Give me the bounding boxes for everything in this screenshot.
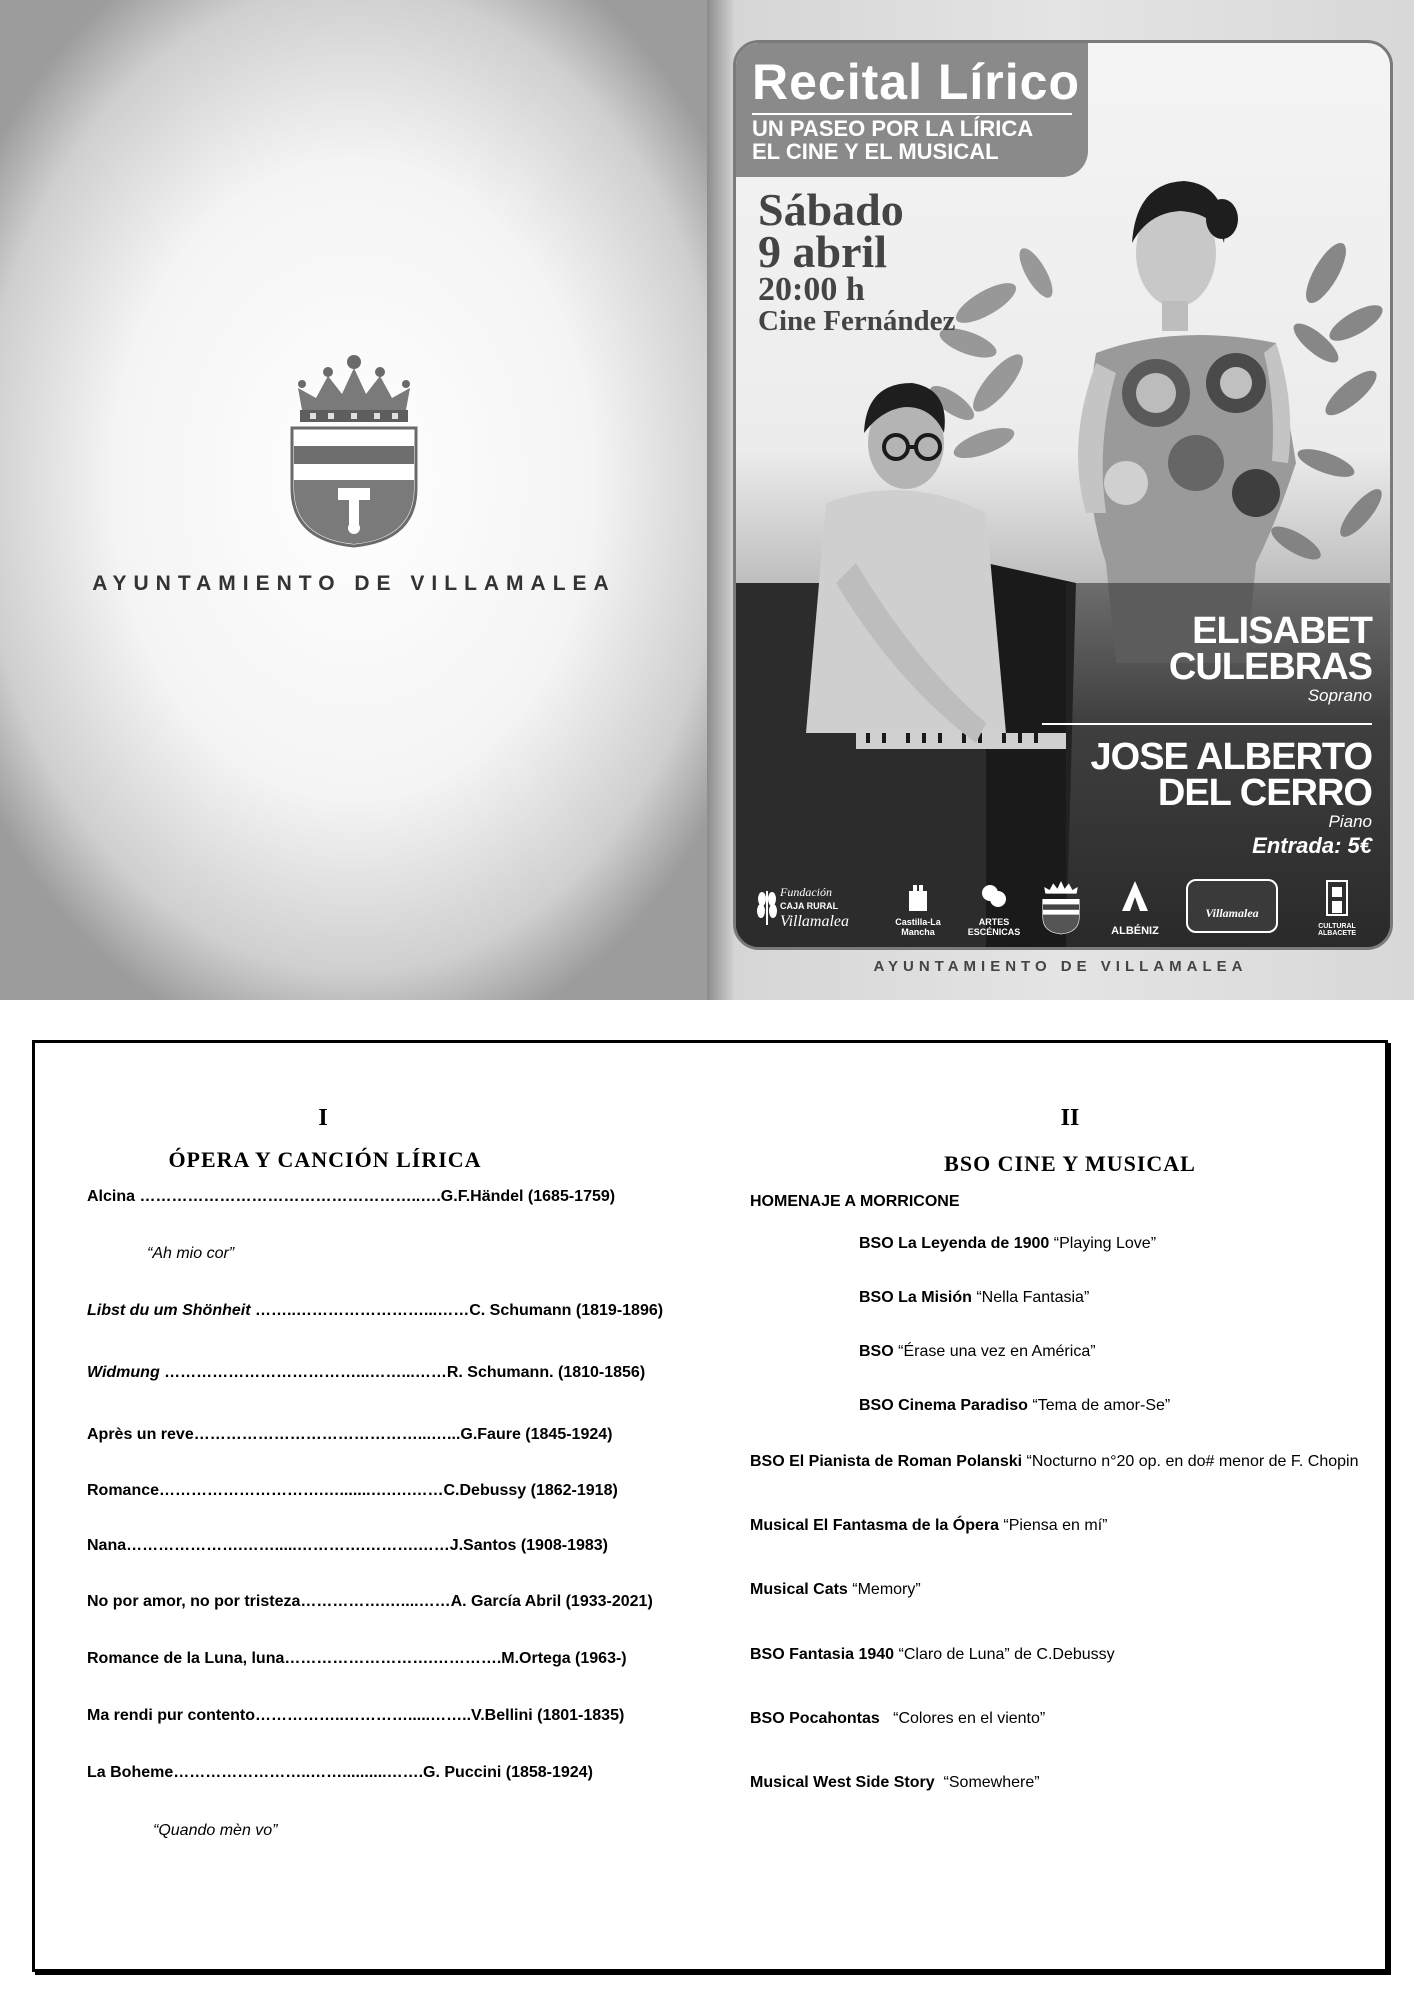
performer-piano (1012, 736, 1372, 831)
coat-of-arms-icon (288, 348, 420, 548)
composer: R. Schumann. (1810-1856) (446, 1364, 646, 1381)
part-one-title: ÓPERA Y CANCIÓN LÍRICA (168, 1147, 482, 1172)
song-title: “Colores en el viento” (879, 1710, 1046, 1727)
concert-program (32, 1040, 1388, 1972)
sponsor-label: ARTES ESCÉNICAS (967, 917, 1021, 937)
wheat-icon (752, 887, 782, 927)
song-title: “Tema de amor-Se” (1027, 1397, 1171, 1414)
sponsor-label: CULTURAL ALBACETE (1317, 923, 1357, 937)
song-title: “Nella Fantasia” (971, 1289, 1090, 1306)
program-item (750, 1646, 1115, 1664)
work-title: BSO El Pianista de Roman Polanski (750, 1453, 1023, 1470)
dot-leader: ……………..………….....…….. (255, 1707, 472, 1724)
program-item (87, 1650, 627, 1668)
sponsor-label: Villamalea (1205, 906, 1259, 920)
composer: G.Faure (1845-1924) (460, 1426, 613, 1443)
program-item (750, 1453, 1358, 1471)
sponsor-castilla-la-mancha-logo (878, 873, 958, 939)
subtitle-line-1: UN PASEO POR LA LÍRICA (752, 116, 1034, 141)
performer-last-name: CULEBRAS (1168, 646, 1372, 688)
albeniz-icon (1120, 879, 1150, 913)
composer: M.Ortega (1963-) (501, 1650, 627, 1667)
performers-list (1012, 610, 1372, 831)
council-name: AYUNTAMIENTO DE VILLAMALEA (92, 572, 616, 595)
work-title: Ma rendi pur contento (87, 1707, 255, 1724)
performer-soprano (1012, 610, 1372, 705)
song-title: “Nocturno n°20 op. en do# menor de F. Chopin (1022, 1453, 1359, 1470)
performer-role: Piano (1328, 812, 1372, 831)
castle-icon (907, 881, 929, 915)
performer-first-name: JOSE ALBERTO (1090, 736, 1372, 778)
program-item (87, 1302, 663, 1320)
song-title: “Piensa en mí” (998, 1517, 1108, 1534)
dot-leader: ……..……………………...…… (250, 1302, 470, 1319)
dot-leader: ………………….…….....………….……….…… (126, 1537, 450, 1554)
program-item (750, 1517, 1107, 1535)
program-item (859, 1235, 1156, 1253)
sponsor-line-3: Villamalea (780, 913, 850, 930)
performer-first-name: ELISABET (1192, 610, 1372, 652)
dot-leader: ……………………………………………..…. (135, 1188, 441, 1205)
dot-leader: …………….…....…… (300, 1593, 451, 1610)
sponsor-cultural-albacete-logo (1302, 873, 1372, 939)
program-item (750, 1710, 1045, 1728)
work-title: BSO Pocahontas (750, 1710, 880, 1727)
event-venue: Cine Fernández (758, 305, 956, 337)
work-title: Romance (87, 1482, 160, 1499)
work-title: La Boheme (87, 1764, 174, 1781)
composer: J.Santos (1908-1983) (449, 1537, 608, 1554)
theatre-masks-icon (979, 881, 1009, 911)
composer: V.Bellini (1801-1835) (471, 1707, 625, 1724)
work-title: Nana (87, 1537, 127, 1554)
front-cover (707, 0, 1414, 1000)
title-banner (736, 43, 1088, 177)
performer-divider (1042, 723, 1372, 725)
work-title: BSO Cinema Paradiso (859, 1397, 1028, 1414)
sponsor-villamalea-crest-logo (1036, 873, 1086, 939)
dot-leader: ………………………….….......….….…… (159, 1482, 444, 1499)
poster-subtitle (752, 117, 1082, 163)
work-title: BSO (859, 1343, 894, 1360)
section-heading: HOMENAJE A MORRICONE (750, 1193, 960, 1210)
program-item (87, 1707, 624, 1725)
program-item (859, 1397, 1170, 1415)
tower-icon (1324, 877, 1350, 917)
composer: G.F.Händel (1685-1759) (440, 1188, 616, 1205)
sponsor-escuela-musica-logo (1182, 873, 1282, 939)
sponsor-label: Castilla-La Mancha (895, 917, 941, 937)
poster-title: Recital Lírico (752, 54, 1080, 110)
sponsor-line-1: Fundación (780, 885, 832, 899)
council-name: AYUNTAMIENTO DE VILLAMALEA (873, 958, 1248, 975)
song-title: “Somewhere” (934, 1774, 1040, 1791)
aria-title: “Quando mèn vo” (153, 1822, 278, 1839)
program-item (750, 1774, 1040, 1792)
work-title: BSO La Misión (859, 1289, 972, 1306)
composer: A. García Abril (1933-2021) (450, 1593, 653, 1610)
work-title: Libst du um Shönheit (87, 1302, 251, 1319)
program-item (87, 1426, 612, 1444)
aria-title: “Ah mio cor” (147, 1245, 235, 1262)
composer: C.Debussy (1862-1918) (443, 1482, 618, 1499)
back-cover (0, 0, 707, 1000)
performer-role: Soprano (1307, 686, 1372, 705)
work-title: Alcina (87, 1188, 136, 1205)
sponsor-line-2: CAJA RURAL (780, 901, 839, 911)
program-item (87, 1188, 615, 1206)
program-item (87, 1537, 608, 1555)
coat-of-arms-icon (1039, 875, 1083, 935)
work-title: Widmung (87, 1364, 160, 1381)
composer: G. Puccini (1858-1924) (423, 1764, 593, 1781)
performer-last-name: DEL CERRO (1157, 772, 1372, 814)
part-two-title: BSO CINE Y MUSICAL (944, 1151, 1196, 1176)
dot-leader: ………………………………...……...…… (159, 1364, 447, 1381)
sponsor-albeniz-logo (1104, 873, 1166, 939)
dot-leader: ……………………..……..........……. (173, 1764, 424, 1781)
program-item (750, 1581, 921, 1599)
title-divider (752, 113, 1072, 115)
song-title: “Playing Love” (1049, 1235, 1157, 1252)
sponsor-artes-escenicas-logo (964, 873, 1024, 939)
work-title: Musical West Side Story (750, 1774, 935, 1791)
event-time: 20:00 h (758, 271, 865, 308)
ticket-price: Entrada: 5€ (1252, 833, 1372, 858)
program-item (859, 1289, 1089, 1307)
dot-leader: ……………………….…………. (284, 1650, 502, 1667)
work-title: BSO Fantasia 1940 (750, 1646, 895, 1663)
dot-leader: ……………………………………...…... (193, 1426, 461, 1443)
event-date: 9 abril (758, 226, 888, 277)
song-title: “Érase una vez en América” (893, 1343, 1096, 1360)
song-title: “Claro de Luna” de C.Debussy (894, 1646, 1115, 1663)
work-title: BSO La Leyenda de 1900 (859, 1235, 1050, 1252)
event-day: Sábado (758, 184, 904, 235)
program-item (87, 1482, 618, 1500)
work-title: Romance de la Luna, luna (87, 1650, 285, 1667)
part-two-number: II (1060, 1105, 1080, 1131)
program-item (87, 1364, 645, 1382)
program-item (87, 1593, 653, 1611)
sponsor-caja-rural-logo (750, 873, 868, 939)
sponsor-logos (746, 873, 1386, 943)
composer: C. Schumann (1819-1896) (469, 1302, 664, 1319)
sponsor-label: ALBÉNIZ (1111, 925, 1159, 937)
program-item (87, 1764, 593, 1782)
concert-poster (733, 40, 1393, 950)
program-item (859, 1343, 1096, 1361)
work-title: Musical El Fantasma de la Ópera (750, 1517, 999, 1534)
work-title: No por amor, no por tristeza (87, 1593, 301, 1610)
subtitle-line-2: EL CINE Y EL MUSICAL (752, 139, 999, 164)
part-one-number: I (318, 1105, 328, 1131)
work-title: Musical Cats (750, 1581, 848, 1598)
song-title: “Memory” (847, 1581, 921, 1598)
work-title: Après un reve (87, 1426, 194, 1443)
